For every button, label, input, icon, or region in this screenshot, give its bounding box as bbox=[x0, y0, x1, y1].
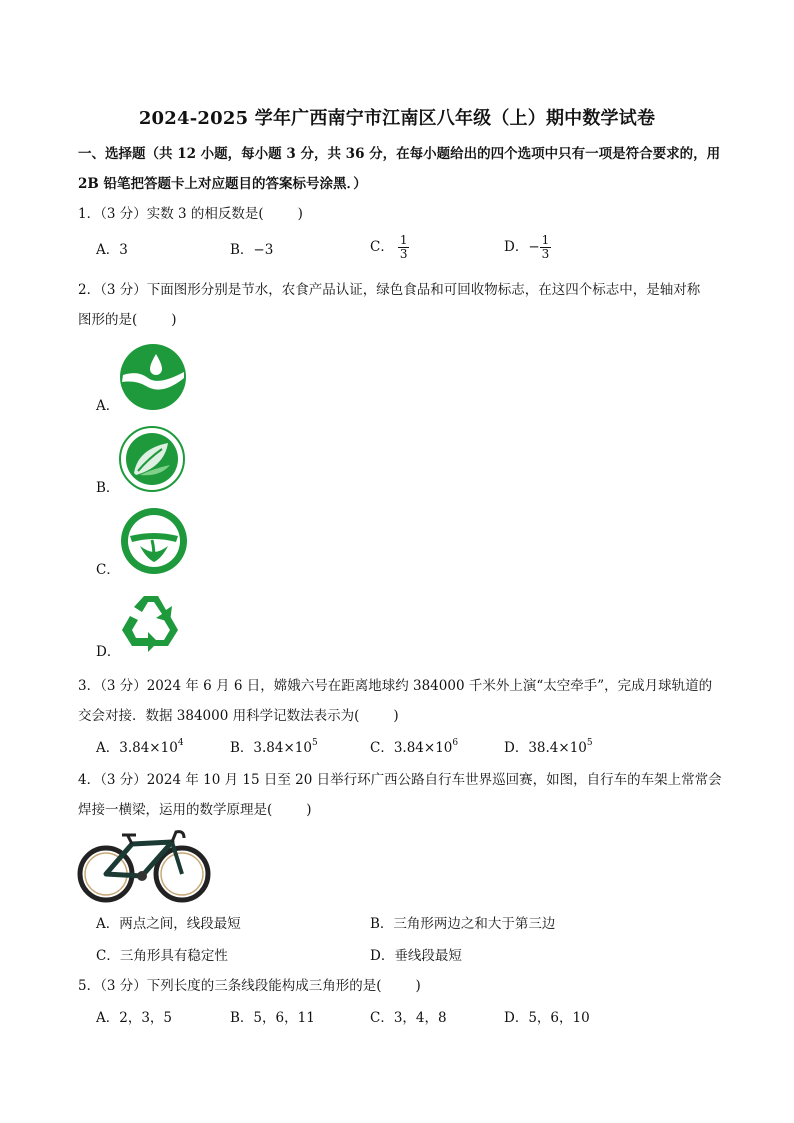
exam-title: 2024-2025 学年广西南宁市江南区八年级（上）期中数学试卷 bbox=[138, 108, 656, 129]
q1-option-c-fraction: $\frac{1}{3}$ bbox=[399, 233, 408, 261]
q3-option-b: B．$3.84\times 10^5$ bbox=[230, 738, 318, 756]
q3-option-c: C．$3.84\times 10^6$ bbox=[370, 738, 459, 756]
q1-option-b: B．−3 bbox=[230, 242, 274, 258]
agricultural-certification-logo-icon bbox=[118, 425, 186, 493]
q2-option-d-label: D． bbox=[96, 644, 121, 660]
q5-option-b: B．5，6，11 bbox=[230, 1010, 315, 1026]
q2-option-c-label: C． bbox=[96, 562, 120, 578]
q4-option-a: A．两点之间，线段最短 bbox=[96, 916, 241, 932]
q2-stem-line1: 2．（3 分）下面图形分别是节水，农食产品认证，绿色食品和可回收物标志，在这四个标志中，是轴对称 bbox=[78, 282, 701, 298]
q3-stem-line2: 交会对接．数据 384000 用科学记数法表示为( ) bbox=[78, 708, 399, 724]
q4-stem-line2: 焊接一横梁，运用的数学原理是( ) bbox=[78, 802, 312, 818]
q1-option-a: A．3 bbox=[96, 242, 128, 258]
q2-option-b-label: B． bbox=[96, 480, 120, 496]
section-instruction-line2: 2B 铅笔把答题卡上对应题目的答案标号涂黑．） bbox=[78, 176, 367, 192]
green-food-logo-icon bbox=[116, 506, 192, 576]
q4-option-d: D．垂线段最短 bbox=[370, 948, 462, 964]
q2-stem-line2: 图形的是( ) bbox=[78, 312, 177, 328]
q1-option-d: D．− $\frac{1}{3}$ bbox=[504, 233, 550, 261]
q1-stem: 1．（3 分）实数 3 的相反数是( ) bbox=[78, 206, 303, 222]
water-saving-logo-icon bbox=[118, 342, 188, 412]
q1-option-d-fraction: $\frac{1}{3}$ bbox=[541, 233, 550, 261]
q3-option-a: A．$3.84\times 10^4$ bbox=[96, 738, 184, 756]
section-instruction-line1: 一、选择题（共 12 小题，每小题 3 分，共 36 分，在每小题给出的四个选项中只有一项是符合要求的，用 bbox=[78, 146, 721, 162]
q3-stem-line1: 3．（3 分）2024 年 6 月 6 日，嫦娥六号在距离地球约 384000 千米外上演“太空牵手”，完成月球轨道的 bbox=[78, 678, 713, 694]
q1-option-c: C． $\frac{1}{3}$ bbox=[370, 233, 408, 261]
bicycle-image-icon bbox=[76, 826, 212, 904]
q2-option-a-label: A． bbox=[96, 398, 120, 414]
q5-option-a: A．2，3，5 bbox=[96, 1010, 173, 1026]
recycle-logo-icon bbox=[118, 590, 184, 654]
q5-option-d: D．5，6，10 bbox=[504, 1010, 590, 1026]
q5-option-c: C．3，4，8 bbox=[370, 1010, 447, 1026]
q3-option-d: D．$38.4\times 10^5$ bbox=[504, 738, 593, 756]
q5-stem: 5．（3 分）下列长度的三条线段能构成三角形的是( ) bbox=[78, 978, 421, 994]
q4-option-b: B．三角形两边之和大于第三边 bbox=[370, 916, 556, 932]
q4-option-c: C．三角形具有稳定性 bbox=[96, 948, 228, 964]
q4-stem-line1: 4．（3 分）2024 年 10 月 15 日至 20 日举行环广西公路自行车世界巡回赛，如图，自行车的车架上常常会 bbox=[78, 772, 722, 788]
